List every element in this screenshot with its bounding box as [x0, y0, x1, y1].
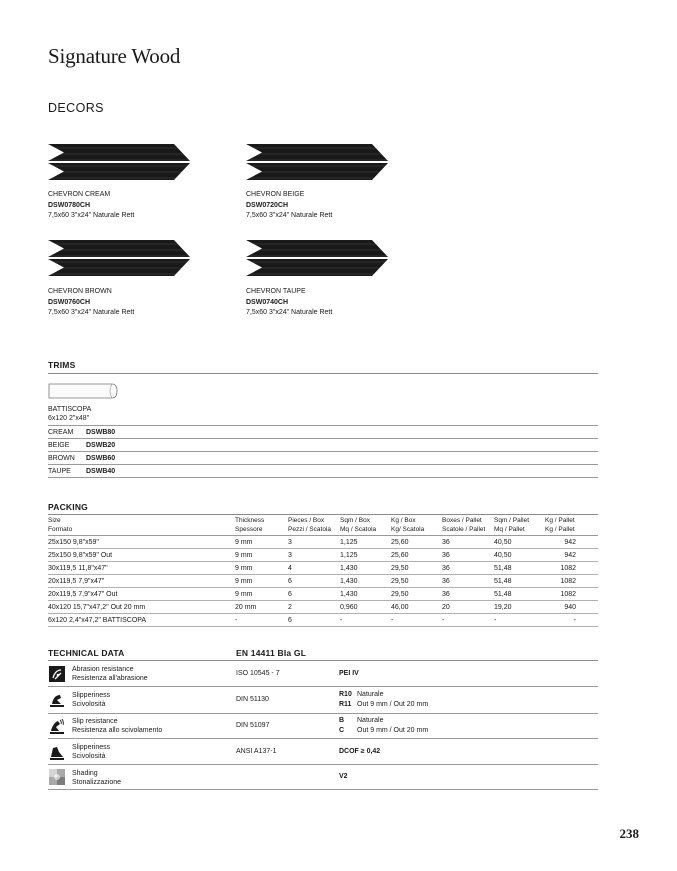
- chevron-fill: [48, 240, 190, 276]
- tech-label-it: Stonalizzazione: [72, 779, 122, 786]
- tech-value: Naturale: [357, 691, 384, 698]
- packing-cell: 36: [442, 578, 450, 585]
- trim-color: BROWN: [48, 454, 75, 462]
- packing-cell: 6: [288, 617, 292, 624]
- technical-row-ansi: [48, 739, 598, 765]
- trim-code: DSWB20: [86, 441, 116, 449]
- col-header-boxes-pallet: Boxes / Pallet Scatole / Pallet: [442, 517, 486, 533]
- packing-cell: 3: [288, 552, 292, 559]
- packing-row: [48, 562, 598, 575]
- battiscopa-label: [48, 405, 91, 423]
- packing-cell: 1082: [560, 565, 576, 572]
- trim-row: [48, 452, 598, 465]
- packing-cell: 30x119,5 11,8"x47": [48, 565, 108, 572]
- packing-cell: 20: [442, 604, 450, 611]
- trim-color: BEIGE: [48, 441, 70, 449]
- packing-cell: 20x119,5 7,9"x47": [48, 578, 105, 585]
- decor-size: 7,5x60 3"x24" Naturale Rett: [48, 309, 135, 316]
- packing-cell: 4: [288, 565, 292, 572]
- tech-norm: DIN 51097: [236, 722, 270, 729]
- decor-name: CHEVRON BEIGE: [246, 191, 305, 198]
- trim-name: BATTISCOPA: [48, 406, 92, 413]
- packing-cell: 25x150 9,8"x59" Out: [48, 552, 113, 559]
- page-number: 238: [619, 826, 639, 841]
- slip-resistance-icon: [49, 718, 65, 734]
- tech-label: Slip resistance: [72, 718, 118, 725]
- packing-cell: 1,125: [340, 539, 358, 546]
- technical-row-shading: [48, 765, 598, 790]
- trim-row: [48, 426, 598, 439]
- packing-cell: 942: [564, 552, 576, 559]
- tech-value: Naturale: [357, 717, 384, 724]
- packing-cell: 9 mm: [235, 565, 253, 572]
- packing-cell: 6: [288, 591, 292, 598]
- packing-cell: -: [494, 617, 497, 624]
- packing-cell: 20 mm: [235, 604, 257, 611]
- decor-code: DSW0760CH: [48, 298, 91, 306]
- packing-cell: 36: [442, 565, 450, 572]
- packing-cell: 25x150 9,8"x59": [48, 539, 99, 546]
- packing-row: [48, 549, 598, 562]
- trims-rule: [48, 373, 598, 374]
- packing-cell: 29,50: [391, 565, 409, 572]
- decor-item-cream: [48, 190, 134, 222]
- packing-cell: 6x120 2,4"x47,2" BATTISCOPA: [48, 617, 147, 624]
- col-header-kg-pallet: Kg / Pallet Kg / Pallet: [545, 517, 575, 533]
- packing-cell: 51,48: [494, 578, 512, 585]
- page-title: Signature Wood: [48, 44, 181, 68]
- decor-size: 7,5x60 3"x24" Naturale Rett: [246, 309, 333, 316]
- packing-cell: 46,00: [391, 604, 409, 611]
- packing-cell: 9 mm: [235, 578, 253, 585]
- packing-cell: 36: [442, 552, 450, 559]
- col-header-kg-box: Kg / Box Kg/ Scatola: [391, 517, 425, 533]
- packing-cell: 51,48: [494, 591, 512, 598]
- packing-cell: 40,50: [494, 539, 512, 546]
- decor-item-taupe: [246, 287, 332, 319]
- packing-cell: 1,430: [340, 591, 358, 598]
- tech-label-it: Resistenza allo scivolamento: [72, 727, 163, 734]
- col-header-thickness: Thickness Spessore: [235, 517, 265, 533]
- chevron-taupe-image: [246, 240, 392, 276]
- trim-code: DSWB80: [86, 428, 116, 436]
- tech-label-it: Scivolosità: [72, 753, 106, 760]
- tech-label: Shading: [72, 770, 98, 777]
- packing-cell: 1082: [560, 591, 576, 598]
- trim-row: [48, 439, 598, 452]
- packing-cell: 9 mm: [235, 539, 253, 546]
- chevron-fill: [48, 144, 190, 180]
- chevron-beige-image: [246, 144, 392, 180]
- packing-cell: 20x119,5 7,9"x47" Out: [48, 591, 118, 598]
- decors-heading: DECORS: [48, 101, 104, 115]
- decor-size: 7,5x60 3"x24" Naturale Rett: [246, 212, 333, 219]
- packing-cell: 1,430: [340, 565, 358, 572]
- packing-cell: -: [235, 617, 238, 624]
- packing-cell: 1,125: [340, 552, 358, 559]
- col-header-sqm-box: Sqm / Box Mq / Scatola: [340, 517, 377, 533]
- decor-name: CHEVRON CREAM: [48, 191, 111, 198]
- packing-row: [48, 536, 598, 549]
- packing-cell: 940: [564, 604, 576, 611]
- tech-label: Slipperiness: [72, 692, 111, 699]
- packing-cell: 9 mm: [235, 552, 253, 559]
- packing-row: [48, 588, 598, 601]
- decor-code: DSW0720CH: [246, 201, 289, 209]
- tech-label: Slipperiness: [72, 744, 111, 751]
- chevron-cream-image: [48, 144, 194, 180]
- packing-cell: 9 mm: [235, 591, 253, 598]
- packing-cell: 1,430: [340, 578, 358, 585]
- packing-row: [48, 575, 598, 588]
- packing-cell: 29,50: [391, 578, 409, 585]
- tech-value: PEI IV: [339, 670, 359, 677]
- packing-row: [48, 601, 598, 614]
- chevron-fill: [246, 144, 388, 180]
- technical-row-slip-resistance: [48, 714, 598, 739]
- trim-row: [48, 465, 598, 478]
- packing-cell: 1082: [560, 578, 576, 585]
- trims-heading: TRIMS: [48, 360, 76, 370]
- packing-cell: 2: [288, 604, 292, 611]
- col-header-size: Size Formato: [48, 517, 73, 533]
- decor-item-brown: [48, 287, 134, 319]
- decor-item-beige: [246, 190, 332, 222]
- packing-cell: 51,48: [494, 565, 512, 572]
- packing-cell: -: [340, 617, 343, 624]
- tech-value: V2: [339, 773, 348, 780]
- decor-code: DSW0740CH: [246, 298, 289, 306]
- packing-cell: 36: [442, 539, 450, 546]
- packing-cell: 942: [564, 539, 576, 546]
- technical-row-slipperiness: [48, 687, 598, 714]
- tech-value: Out 9 mm / Out 20 mm: [357, 701, 429, 708]
- packing-cell: 40x120 15,7"x47,2" Out 20 mm: [48, 604, 146, 611]
- packing-rule: [48, 514, 598, 515]
- tech-label-it: Scivolosità: [72, 701, 106, 708]
- col-header-sqm-pallet: Sqm / Pallet Mq / Pallet: [494, 517, 530, 533]
- trim-color: TAUPE: [48, 467, 71, 475]
- tech-norm: DIN 51130: [236, 696, 269, 703]
- tech-label: Abrasion resistance: [72, 666, 134, 673]
- packing-cell: -: [573, 617, 576, 624]
- shading-icon: [49, 769, 65, 785]
- tech-value: Out 9 mm / Out 20 mm: [357, 727, 429, 734]
- chevron-fill: [246, 240, 388, 276]
- packing-cell: 29,50: [391, 591, 409, 598]
- tech-value-code: R11: [339, 701, 352, 708]
- decor-name: CHEVRON TAUPE: [246, 288, 306, 295]
- slipperiness-ansi-icon: [49, 744, 65, 760]
- tech-norm: ANSI A137-1: [236, 748, 277, 755]
- tech-value-code: B: [339, 717, 345, 724]
- tech-label-it: Resistenza all'abrasione: [72, 675, 148, 682]
- packing-cell: -: [442, 617, 445, 624]
- tech-value-code: C: [339, 727, 345, 734]
- trim-code: DSWB60: [86, 454, 116, 462]
- tech-value: DCOF ≥ 0,42: [339, 748, 381, 755]
- packing-cell: -: [391, 617, 394, 624]
- packing-cell: 36: [442, 591, 450, 598]
- decor-code: DSW0780CH: [48, 201, 91, 209]
- packing-cell: 6: [288, 578, 292, 585]
- abrasion-icon: [49, 666, 65, 682]
- decor-size: 7,5x60 3"x24" Naturale Rett: [48, 212, 135, 219]
- battiscopa-image: [48, 381, 118, 400]
- trim-code: DSWB40: [86, 467, 116, 475]
- trim-size: 6x120 2"x48": [48, 415, 90, 422]
- packing-cell: 25,60: [391, 552, 409, 559]
- packing-row: [48, 614, 598, 627]
- technical-standard: EN 14411 BIa GL: [236, 648, 307, 658]
- col-header-pieces: Pieces / Box Pezzi / Scatola: [288, 517, 331, 533]
- chevron-brown-image: [48, 240, 194, 276]
- tech-norm: ISO 10545 - 7: [236, 670, 280, 677]
- decor-name: CHEVRON BROWN: [48, 288, 112, 295]
- packing-cell: 0,960: [340, 604, 358, 611]
- packing-cell: 19,20: [494, 604, 512, 611]
- packing-cell: 40,50: [494, 552, 512, 559]
- technical-heading: TECHNICAL DATA: [48, 648, 125, 658]
- packing-cell: 3: [288, 539, 292, 546]
- trim-color: CREAM: [48, 428, 74, 436]
- tech-value-code: R10: [339, 691, 352, 698]
- packing-cell: 25,60: [391, 539, 409, 546]
- packing-heading: PACKING: [48, 502, 88, 512]
- slipperiness-icon: [49, 692, 65, 708]
- technical-row-abrasion: [48, 661, 598, 687]
